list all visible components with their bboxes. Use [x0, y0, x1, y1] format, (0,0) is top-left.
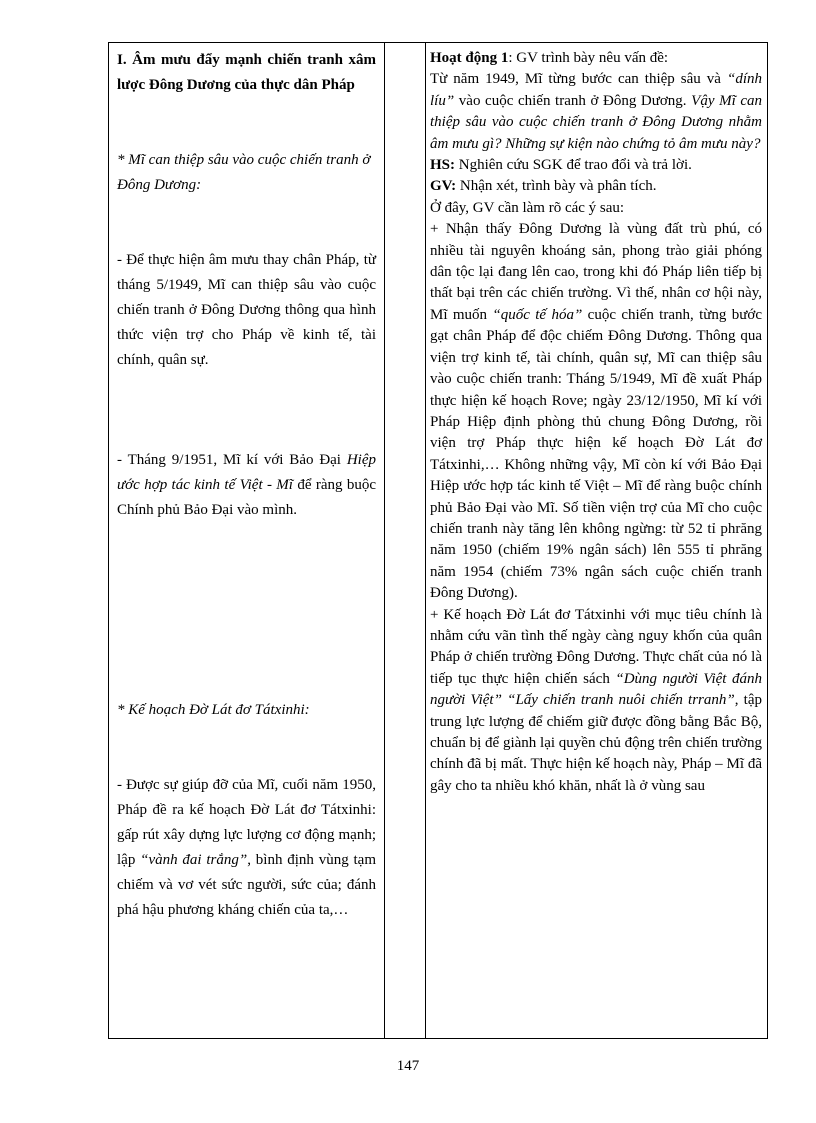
content-table — [108, 42, 768, 1039]
right-column — [425, 43, 767, 1038]
page-number: 147 — [396, 1058, 420, 1074]
paragraph-plan: - Được sự giúp đỡ của Mĩ, cuối năm 1950, Pháp đề ra kế hoạch Đờ Lát đơ Tátxinhi: gấp rút xây dựng lực lượng cơ động mạnh; lập “vành đai trắng”, bình định vùng tạm chiếm và vơ vét sức người, sức của; đánh phá hậu phương kháng chiến của ta,… — [117, 777, 376, 918]
subheading-de-lattre-plan: * Kế hoạch Đờ Lát đơ Tátxinhi: — [117, 702, 310, 718]
paragraph-analysis-2: + Kế hoạch Đờ Lát đơ Tátxinhi với mục tiêu chính là nhằm cứu vãn tình thế ngày càng nguy khốn của quân Pháp ở chiến trường Đông Dương. Thực chất của nó là tiếp tục thực hiện chiến sách “Dùng người Việt đánh người Việt” “Lấy chiến tranh nuôi chiến trranh”, tập trung lực lượng để chiếm giữ được đồng bằng Bắc Bộ, chuẩn bị để giành lại quyền chủ động trên chiến trường chính đã bị mất. Thực hiện kế hoạch này, Pháp – Mĩ đã gây cho ta nhiều khó khăn, nhất là ở vùng sau — [430, 606, 762, 794]
subheading-my-intervention: * Mĩ can thiệp sâu vào cuộc chiến tranh ở Đông Dương: — [117, 152, 371, 193]
left-column — [109, 43, 384, 1038]
activity-1-line: Hoạt động 1: GV trình bày nêu vấn đề: — [430, 50, 669, 66]
paragraph-analysis-1: + Nhận thấy Đông Dương là vùng đất trù phú, có nhiều tài nguyên khoáng sản, phong trào giải phóng dân tộc lại đang lên cao, trong khi đó Pháp liên tiếp bị thất bại trên các chiến trường. Vì thế, nhân cơ hội này, Mĩ muốn “quốc tế hóa” cuộc chiến tranh, từng bước gạt chân Pháp để độc chiếm Đông Dương. Thông qua viện trợ kinh tế, tài chính, quân sự, Mĩ can thiệp sâu vào cuộc chiến tranh: Tháng 5/1949, Mĩ đề xuất Pháp thực hiện kế hoạch Rove; ngày 23/12/1950, Mĩ kí với Pháp Hiệp định phòng thủ chung Đông Dương, rồi viện trợ Pháp thực hiện kế hoạch Đờ Lát đơ Tátxinhi,… Không những vậy, Mĩ còn kí với Bảo Đại Hiệp ước hợp tác kinh tế Việt – Mĩ để ràng buộc chính phủ Bảo Đại vào Mĩ. Số tiền viện trợ của Mĩ cho cuộc chiến tranh này tăng lên không ngừng: từ 52 tỉ phrăng năm 1950 (chiếm 19% ngân sách) lên 555 tỉ phrăng năm 1954 (chiếm 73% ngân sách cuộc chiến tranh Đông Dương). — [430, 221, 762, 602]
paragraph-question: Từ năm 1949, Mĩ từng bước can thiệp sâu và “dính líu” vào cuộc chiến tranh ở Đông Dương. Vậy Mĩ can thiệp sâu vào cuộc chiến tranh ở Đông Dương nhằm âm mưu gì? Những sự kiện nào chứng tỏ âm mưu này? — [430, 71, 763, 152]
hs-line: HS: Nghiên cứu SGK để trao đổi và trả lời. — [430, 157, 692, 174]
paragraph-treaty: - Tháng 9/1951, Mĩ kí với Bảo Đại Hiệp ước hợp tác kinh tế Việt - Mĩ để ràng buộc Chính phủ Bảo Đại vào mình. — [117, 452, 377, 518]
section-heading: I. Âm mưu đẩy mạnh chiến tranh xâm lược Đông Dương của thực dân Pháp — [117, 52, 376, 93]
column-divider — [384, 43, 385, 1038]
paragraph-intro: Ở đây, GV cần làm rõ các ý sau: — [430, 199, 625, 216]
paragraph-aid: - Để thực hiện âm mưu thay chân Pháp, từ tháng 5/1949, Mĩ can thiệp sâu vào cuộc chiến tranh ở Đông Dương thông qua hình thức viện trợ cho Pháp về kinh tế, tài chính, quân sự. — [117, 252, 376, 368]
gv-line: GV: Nhận xét, trình bày và phân tích. — [430, 178, 657, 195]
